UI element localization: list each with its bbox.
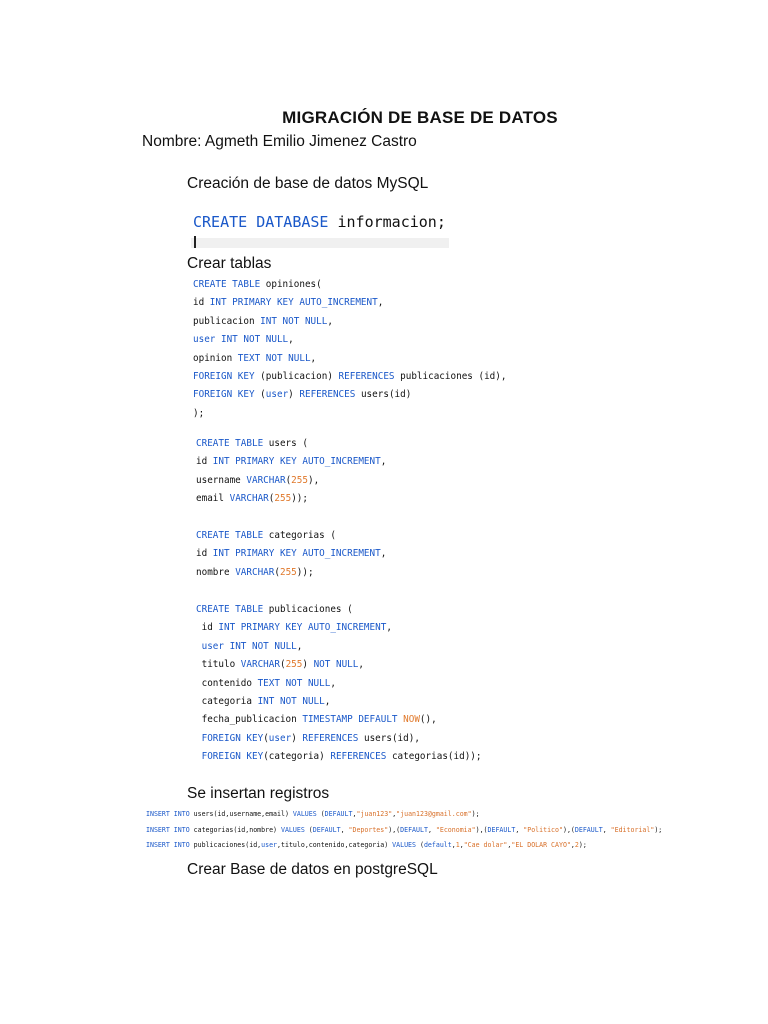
code-line — [196, 490, 386, 508]
code-token: INSERT INTO — [146, 810, 190, 818]
code-token: REFERENCES — [330, 751, 387, 763]
code-categorias — [196, 527, 386, 582]
section-heading-inserts: Se insertan registros — [187, 785, 330, 802]
code-token: REFERENCES — [338, 370, 395, 382]
code-token: 255 — [285, 659, 303, 671]
code-token: ( — [274, 566, 280, 578]
code-token: (publicacion) — [254, 370, 339, 382]
code-token: id — [196, 548, 213, 560]
code-token: VALUES — [392, 841, 416, 849]
code-line — [196, 693, 482, 711]
code-token: ( — [316, 810, 325, 818]
code-token: categorias ( — [263, 530, 336, 541]
code-token: , — [515, 825, 524, 834]
code-line — [193, 350, 506, 368]
code-token: DEFAULT — [487, 825, 516, 834]
code-token: FOREIGN KEY — [193, 389, 255, 401]
code-token: DEFAULT — [574, 825, 603, 834]
code-token: publicacion — [193, 315, 261, 327]
code-line — [196, 545, 386, 563]
code-token: "Editorial" — [610, 825, 655, 834]
code-token: email — [196, 493, 230, 505]
code-token: CREATE TABLE — [196, 604, 264, 615]
code-line — [146, 838, 662, 854]
code-token: titulo — [196, 659, 241, 671]
section-heading-postgres: Crear Base de datos en postgreSQL — [187, 861, 438, 878]
code-line — [193, 368, 506, 386]
code-token: FOREIGN KEY — [201, 751, 264, 763]
code-token: "Cae dolar" — [463, 841, 508, 849]
code-token: "EL DOLAR CAYO" — [511, 841, 571, 849]
code-token: publicaciones(id, — [189, 841, 262, 849]
code-token: INT PRIMARY KEY AUTO_INCREMENT — [209, 297, 378, 309]
text-caret — [194, 236, 196, 248]
code-token: ) — [302, 659, 314, 671]
code-token: default — [423, 841, 452, 849]
code-token: opiniones( — [260, 279, 322, 290]
code-token: categoria — [196, 695, 258, 707]
code-token: ( — [285, 474, 292, 486]
code-token: , — [427, 825, 436, 834]
code-token: , — [352, 810, 357, 818]
code-publicaciones — [196, 601, 482, 767]
code-token: (), — [419, 714, 437, 726]
code-token: , — [310, 352, 317, 364]
code-line — [193, 276, 506, 294]
code-token: id — [196, 622, 219, 634]
code-token: , — [324, 695, 331, 707]
code-token: publicaciones ( — [263, 604, 353, 615]
code-token: , — [340, 825, 349, 834]
code-line — [196, 711, 482, 729]
code-token: DEFAULT — [400, 825, 428, 834]
section-heading-mysql: Creación de base de datos MySQL — [187, 175, 429, 192]
code-token: , — [296, 640, 303, 652]
code-token: user — [268, 732, 292, 744]
code-token: 255 — [291, 474, 308, 486]
code-token: "Economia" — [435, 825, 476, 834]
code-inserts — [146, 807, 662, 854]
code-token: ); — [654, 825, 663, 834]
code-token: ( — [268, 493, 275, 505]
code-token: "Deportes" — [348, 825, 389, 834]
code-line — [196, 601, 482, 619]
code-token: VARCHAR — [235, 566, 275, 578]
code-token: )); — [296, 566, 314, 578]
code-token: VALUES — [280, 825, 305, 834]
code-token: ), — [307, 474, 320, 486]
code-token: REFERENCES — [299, 389, 356, 401]
code-token: users(id) — [355, 389, 412, 401]
code-token: , — [392, 810, 397, 818]
code-token: FOREIGN KEY — [201, 732, 264, 744]
code-token: ) — [288, 389, 300, 401]
code-line — [193, 331, 506, 349]
code-token: , — [380, 548, 387, 560]
code-token: ) — [291, 732, 303, 744]
code-token: INT PRIMARY KEY AUTO_INCREMENT — [218, 622, 387, 634]
code-token: 255 — [279, 566, 297, 578]
code-token: , — [570, 841, 575, 849]
code-token: VARCHAR — [240, 659, 280, 671]
code-token: REFERENCES — [302, 732, 359, 744]
code-token: 1 — [455, 841, 460, 849]
code-token: ),( — [475, 825, 488, 834]
code-token: INT PRIMARY KEY AUTO_INCREMENT — [212, 456, 381, 468]
code-token: , — [507, 841, 512, 849]
code-token: publicaciones (id), — [394, 370, 507, 382]
code-token: ( — [279, 659, 286, 671]
code-token: , — [386, 622, 392, 634]
code-token: id — [196, 456, 213, 468]
code-token: categorias(id,nombre) — [189, 825, 281, 834]
code-line — [196, 730, 482, 748]
code-token: fecha_publicacion — [196, 714, 303, 726]
code-token: "juan123" — [356, 810, 393, 818]
code-token: opinion — [193, 352, 238, 364]
section-heading-tables: Crear tablas — [187, 255, 272, 272]
code-token: 2 — [574, 841, 579, 849]
code-token: TEXT NOT NULL — [257, 677, 331, 689]
code-token: user INT NOT NULL — [193, 334, 289, 346]
code-token: , — [288, 334, 294, 346]
create-database-keyword: CREATE DATABASE — [193, 213, 329, 231]
create-database-line — [193, 213, 446, 231]
code-token: users(id), — [358, 732, 420, 744]
create-database-name: informacion; — [328, 213, 446, 231]
code-token: "juan123@gmail.com" — [396, 810, 472, 818]
code-token: id — [193, 297, 210, 309]
code-line — [196, 675, 482, 693]
code-token: INT NOT NULL — [257, 695, 325, 707]
code-line — [196, 619, 482, 637]
code-token: FOREIGN KEY — [193, 370, 255, 382]
code-token: ),( — [388, 825, 401, 834]
code-line — [196, 564, 386, 582]
page-title: MIGRACIÓN DE BASE DE DATOS — [282, 108, 558, 127]
code-line — [196, 527, 386, 545]
code-token: VALUES — [292, 810, 317, 818]
code-token: INT PRIMARY KEY AUTO_INCREMENT — [212, 548, 381, 560]
code-line — [196, 472, 386, 490]
code-token: , — [327, 315, 333, 327]
code-token: nombre — [196, 566, 236, 578]
code-token: INSERT INTO — [146, 825, 190, 834]
code-token: ( — [263, 732, 269, 744]
code-token: CREATE TABLE — [193, 279, 261, 290]
code-token: (categoria) — [263, 751, 331, 763]
code-token: , — [358, 659, 364, 671]
code-token: DEFAULT — [312, 825, 341, 834]
code-token: ); — [193, 407, 205, 419]
code-token: 255 — [274, 493, 292, 505]
code-token: categorias(id)); — [386, 751, 482, 763]
code-line — [196, 638, 482, 656]
code-token: TEXT NOT NULL — [237, 352, 311, 364]
code-token: ( — [304, 825, 313, 834]
code-token: VARCHAR — [229, 493, 269, 505]
code-token: TIMESTAMP DEFAULT — [302, 714, 398, 726]
code-token: contenido — [196, 677, 258, 689]
code-token: user — [261, 841, 278, 849]
code-token: ); — [471, 810, 480, 818]
code-token: , — [451, 841, 456, 849]
code-line — [193, 405, 506, 423]
code-line — [196, 748, 482, 766]
code-token: , — [330, 677, 336, 689]
code-token: , — [602, 825, 611, 834]
code-token: users ( — [263, 438, 308, 449]
code-token: DEFAULT — [324, 810, 353, 818]
code-token: , — [377, 297, 384, 309]
code-token: ),( — [562, 825, 575, 834]
code-token: username — [196, 474, 247, 486]
code-token: INSERT INTO — [146, 841, 190, 849]
code-token: )); — [291, 493, 308, 505]
code-line — [146, 807, 662, 823]
code-opiniones — [193, 276, 506, 423]
author-line: Nombre: Agmeth Emilio Jimenez Castro — [142, 133, 417, 150]
code-token: CREATE TABLE — [196, 530, 264, 541]
code-users — [196, 435, 386, 509]
code-line — [146, 823, 662, 839]
code-token: NOT NULL — [313, 659, 359, 671]
code-line — [196, 435, 386, 453]
code-line — [193, 294, 506, 312]
code-token: INT NOT NULL — [260, 315, 328, 327]
code-token: , — [459, 841, 464, 849]
code-token: "Politico" — [523, 825, 563, 834]
create-database-snippet — [191, 211, 449, 249]
code-token: ); — [578, 841, 587, 849]
code-token: user — [265, 389, 289, 401]
code-token: ( — [415, 841, 424, 849]
code-token: NOW — [403, 714, 420, 726]
code-line — [196, 453, 386, 471]
code-token: user INT NOT NULL — [201, 640, 297, 652]
code-token: , — [380, 456, 387, 468]
code-line — [193, 313, 506, 331]
code-token: users(id,username,email) — [189, 810, 293, 818]
editor-current-line — [191, 238, 449, 248]
code-line — [196, 656, 482, 674]
code-token: CREATE TABLE — [196, 438, 264, 449]
code-token: VARCHAR — [246, 474, 286, 486]
code-token: ( — [254, 389, 266, 401]
code-token: ,titulo,contenido,categoria) — [277, 841, 393, 849]
code-line — [193, 386, 506, 404]
